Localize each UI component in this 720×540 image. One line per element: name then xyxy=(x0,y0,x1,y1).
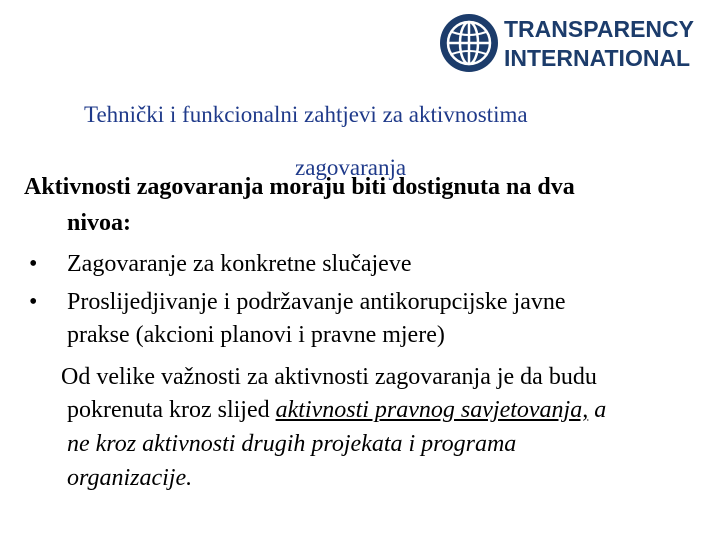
bullet-marker: • xyxy=(29,289,38,315)
slide-title-continuation: zagovaranja xyxy=(295,155,407,180)
legal-advice-emphasis: aktivnosti pravnog savjetovanja, xyxy=(275,397,589,423)
closing-plain-text: pokrenuta kroz slijed xyxy=(67,397,276,423)
logo-text-transparency: TRANSPARENCY xyxy=(504,16,694,42)
lead-text-continuation: nivoa: xyxy=(67,210,132,236)
closing-paragraph-line: ne kroz aktivnosti drugih projekata i programa xyxy=(67,431,517,457)
bullet-marker: • xyxy=(29,251,38,277)
bullet-item-anticorruption-practice: Proslijedjivanje i podržavanje antikorupcijske javne xyxy=(67,289,566,315)
bullet-item-anticorruption-practice-continuation: prakse (akcioni planovi i pravne mjere) xyxy=(67,322,445,348)
closing-paragraph-line: Od velike važnosti za aktivnosti zagovaranja je da budu xyxy=(61,364,597,390)
closing-italic-text: a xyxy=(588,397,607,423)
transparency-international-logo xyxy=(438,12,710,76)
closing-paragraph-line: organizacije. xyxy=(67,465,193,491)
bullet-item-case-advocacy: Zagovaranje za konkretne slučajeve xyxy=(67,251,412,277)
logo-text-international: INTERNATIONAL xyxy=(504,45,691,71)
globe-logo-icon xyxy=(438,12,500,74)
slide-title: Tehnički i funkcionalni zahtjevi za aktivnostima xyxy=(84,102,528,127)
lead-text: Aktivnosti zagovaranja moraju biti dostignuta na dva xyxy=(24,174,575,200)
closing-paragraph-line xyxy=(67,397,606,424)
